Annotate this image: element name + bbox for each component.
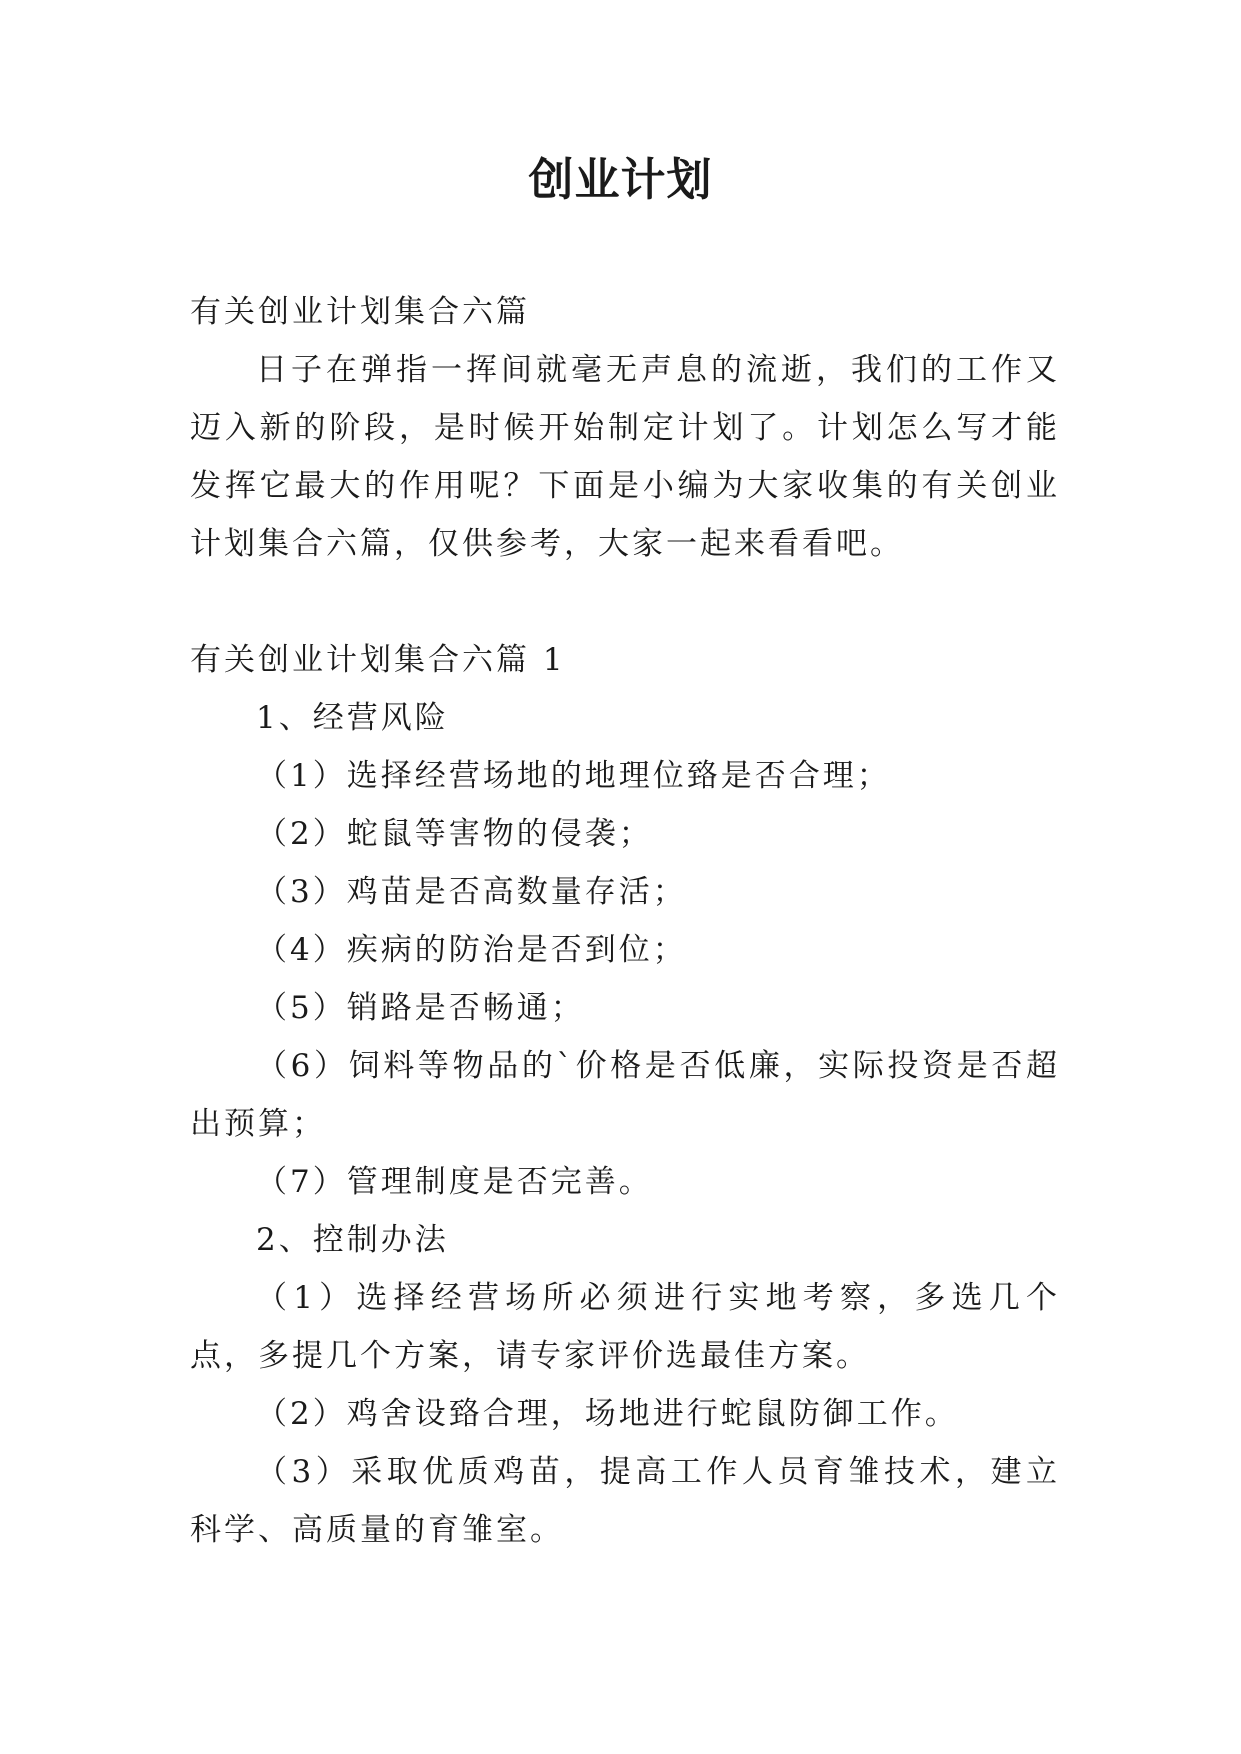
list-item: （7）管理制度是否完善。 <box>256 1164 653 1200</box>
list-item: （2）蛇鼠等害物的侵袭； <box>256 816 653 852</box>
paragraph: 1、经营风险 <box>256 700 449 736</box>
section-heading: 有关创业计划集合六篇 1 <box>190 642 566 678</box>
list-item: （6）饲料等物品的`价格是否低廉，实际投资是否超出预算； <box>190 1048 1060 1142</box>
paragraph: 有关创业计划集合六篇 <box>190 294 530 330</box>
paragraph: 日子在弹指一挥间就毫无声息的流逝，我们的工作又迈入新的阶段，是时候开始制定计划了。计划怎么写才能发挥它最大的作用呢？下面是小编为大家收集的有关创业计划集合六篇，仅供参考，大家一起来看看吧。 <box>190 352 1060 562</box>
list-item: （1）选择经营场地的地理位臵是否合理； <box>256 758 891 794</box>
list-item: （2）鸡舍设臵合理，场地进行蛇鼠防御工作。 <box>256 1396 959 1432</box>
document-title: 创业计划 <box>528 153 713 206</box>
paragraph: 2、控制办法 <box>256 1222 449 1258</box>
document-body <box>190 283 1060 1559</box>
list-item: （4）疾病的防治是否到位； <box>256 932 687 968</box>
list-item: （5）销路是否畅通； <box>256 990 585 1026</box>
list-item: （1）选择经营场所必须进行实地考察，多选几个点，多提几个方案，请专家评价选最佳方案。 <box>190 1280 1060 1374</box>
list-item: （3）采取优质鸡苗，提高工作人员育雏技术，建立科学、高质量的育雏室。 <box>190 1454 1060 1548</box>
list-item: （3）鸡苗是否高数量存活； <box>256 874 687 910</box>
